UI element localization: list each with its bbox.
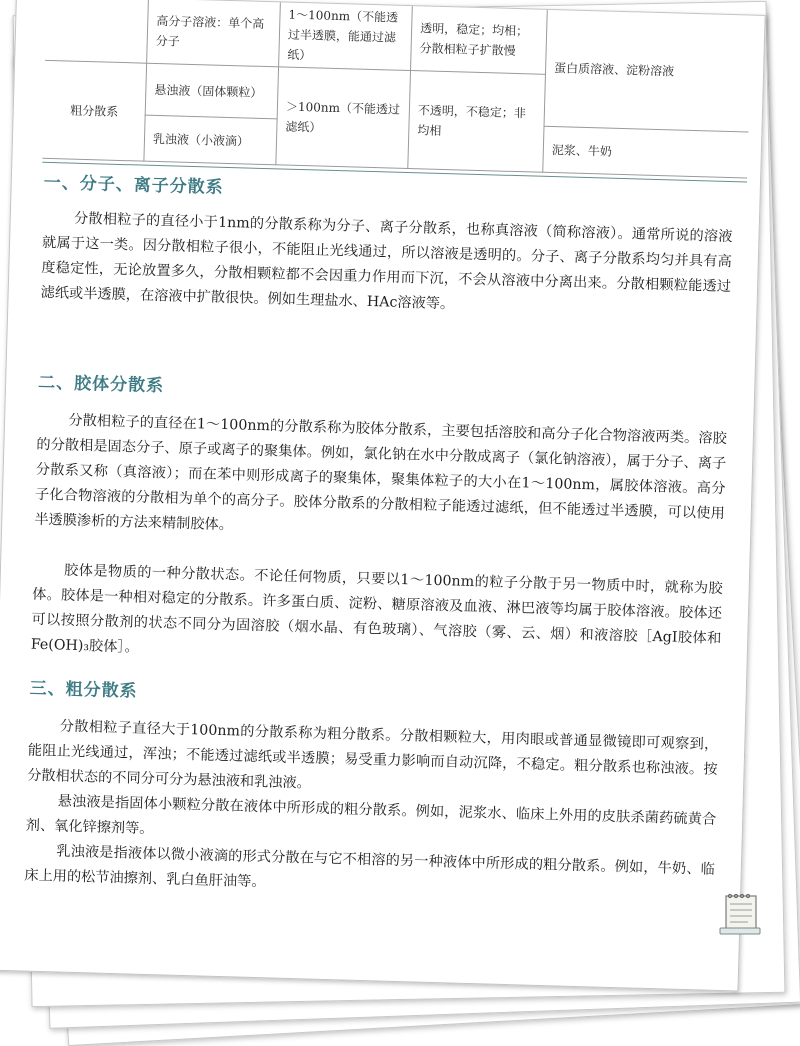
dispersion-table bbox=[42, 0, 751, 178]
table-cell: 1～100nm（不能透过半透膜，能通过滤纸） bbox=[279, 2, 413, 70]
section-heading: 一、分子、离子分散系 bbox=[43, 172, 224, 198]
table-cell: 不透明，不稳定；非均相 bbox=[408, 71, 546, 173]
table-cell: 透明，稳定；均相；分散相粒子扩散慢 bbox=[411, 6, 548, 74]
table-cell: 蛋白质溶液、淀粉溶液 bbox=[544, 10, 752, 132]
paragraph: 分散相粒子直径大于100nm的分散系称为粗分散系。分散相颗粒大，用肉眼或普通显微镜即可观察到，能阻止光线通过，浑浊；不能透过滤纸或半透膜；易受重力影响而自动沉降，不稳定。粗分散系也称浊液。按分散相状态的不同分可分为悬浊液和乳浊液。 bbox=[26, 718, 719, 792]
paragraph: 乳浊液是指液体以微小液滴的形式分散在与它不相溶的另一种液体中所形成的粗分散系。例如，牛奶、临床上用的松节油擦剂、乳白鱼肝油等。 bbox=[24, 843, 716, 891]
table-cell: 乳浊液（小液滴） bbox=[144, 115, 277, 165]
table-cell: 悬浊液（固体颗粒） bbox=[145, 63, 278, 119]
table-group-label: 粗分散系 bbox=[42, 60, 146, 161]
table-cell: 泥浆、牛奶 bbox=[543, 126, 749, 178]
paragraph: 分散相粒子的直径小于1nm的分散系称为分子、离子分散系，也称真溶液（简称溶液）。通常所说的溶液就属于这一类。因分散相粒子很小，不能阻止光线通过，所以溶液是透明的。分子、离子分散系均匀并具有高度稳定性，无论放置多久，分散相颗粒都不会因重力作用而下沉，不会从溶液中分离出来。分散相颗粒能透过滤纸或半透膜，在溶液中扩散很快。例如生理盐水、HAc溶液等。 bbox=[40, 210, 733, 313]
paragraph: 分散相粒子的直径在1～100nm的分散系称为胶体分散系，主要包括溶胶和高分子化合物溶液两类。溶胶的分散相是固态分子、原子或离子的聚集体。例如，氯化钠在水中分散成离子（氯化钠溶液），属于分子、离子分散系又称（真溶液）；而在苯中则形成离子的聚集体，聚集体粒子的大小在1～100nm，属胶体溶液。高分子化合物溶液的分散相为单个的高分子。胶体分散系的分散相粒子能透过滤纸，但不能透过半透膜，可以使用半透膜渗析的方法来精制胶体。 bbox=[34, 412, 728, 534]
table-cell bbox=[45, 0, 148, 63]
table-cell: 高分子溶液：单个高分子 bbox=[147, 0, 281, 67]
table-cell: ＞100nm（不能透过滤纸） bbox=[276, 67, 411, 169]
paragraph: 悬浊液是指固体小颗粒分散在液体中所形成的粗分散系。例如，泥浆水、临床上外用的皮肤杀菌药硫黄合剂、氧化锌擦剂等。 bbox=[25, 793, 717, 838]
section-heading: 二、胶体分散系 bbox=[37, 372, 165, 397]
section-heading: 三、粗分散系 bbox=[29, 678, 138, 702]
paragraph: 胶体是物质的一种分散状态。不论任何物质，只要以1～100nm的粒子分散于另一物质中时，就称为胶体。胶体是一种相对稳定的分散系。许多蛋白质、淀粉、糖原溶液及血液、淋巴液等均属于胶体溶液。胶体还可以按照分散剂的状态不同分为固溶胶（烟水晶、有色玻璃）、气溶胶（雾、云、烟）和液溶胶［AgI胶体和Fe(OH)₃胶体］。 bbox=[30, 562, 723, 656]
notebook-icon bbox=[718, 890, 766, 938]
